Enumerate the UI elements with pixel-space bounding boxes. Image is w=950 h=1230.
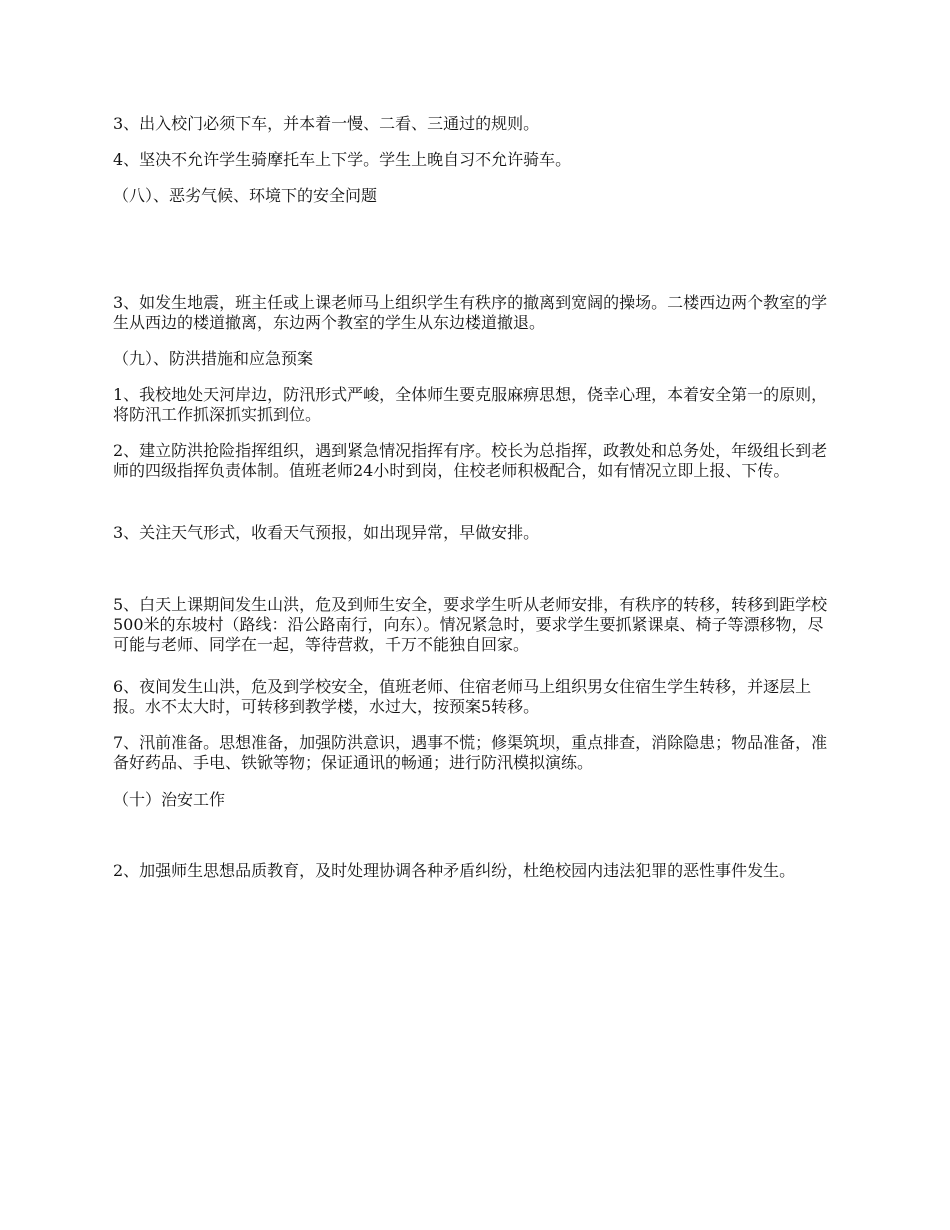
- section-heading-flood-prevention: （九）、防洪措施和应急预案: [113, 349, 314, 368]
- paragraph-flood-preparation: 7、汛前准备。思想准备，加强防洪意识，遇事不慌；修渠筑坝，重点排查，消除隐患；物品准备，准备好药品、手电、铁锨等物；保证通讯的畅通；进行防汛模拟演练。: [113, 733, 828, 772]
- paragraph-daytime-flood: 5、白天上课期间发生山洪，危及到师生安全，要求学生听从老师安排，有秩序的转移，转移到距学校500米的东坡村（路线：沿公路南行，向东）。情况紧急时，要求学生要抓紧课桌、椅子等漂移物，尽可能与老师、同学在一起，等待营救，千万不能独自回家。: [113, 595, 828, 654]
- paragraph-earthquake-evacuation: 3、如发生地震，班主任或上课老师马上组织学生有秩序的撤离到宽阔的操场。二楼西边两个教室的学生从西边的楼道撤离，东边两个教室的学生从东边楼道撤退。: [113, 293, 828, 332]
- paragraph-motorcycle-ban: 4、坚决不允许学生骑摩托车上下学。学生上晚自习不允许骑车。: [113, 150, 572, 169]
- paragraph-school-gate-rule: 3、出入校门必须下车，并本着一慢、二看、三通过的规则。: [113, 114, 540, 133]
- section-heading-public-security: （十）治安工作: [113, 790, 226, 809]
- paragraph-flood-awareness: 1、我校地处天河岸边，防汛形式严峻，全体师生要克服麻痹思想，侥幸心理，本着安全第一的原则，将防汛工作抓深抓实抓到位。: [113, 385, 828, 424]
- section-heading-weather-safety: （八）、恶劣气候、环境下的安全问题: [113, 186, 378, 205]
- paragraph-night-flood: 6、夜间发生山洪，危及到学校安全，值班老师、住宿老师马上组织男女住宿生学生转移，并逐层上报。水不太大时，可转移到教学楼，水过大，按预案5转移。: [113, 677, 812, 716]
- paragraph-command-organization: 2、建立防洪抢险指挥组织，遇到紧急情况指挥有序。校长为总指挥，政教处和总务处，年级组长到老师的四级指挥负责体制。值班老师24小时到岗，住校老师积极配合，如有情况立即上报、下传。: [113, 441, 828, 480]
- paragraph-weather-forecast: 3、关注天气形式，收看天气预报，如出现异常，早做安排。: [113, 523, 540, 542]
- paragraph-moral-education: 2、加强师生思想品质教育，及时处理协调各种矛盾纠纷，杜绝校园内违法犯罪的恶性事件发生。: [113, 861, 796, 880]
